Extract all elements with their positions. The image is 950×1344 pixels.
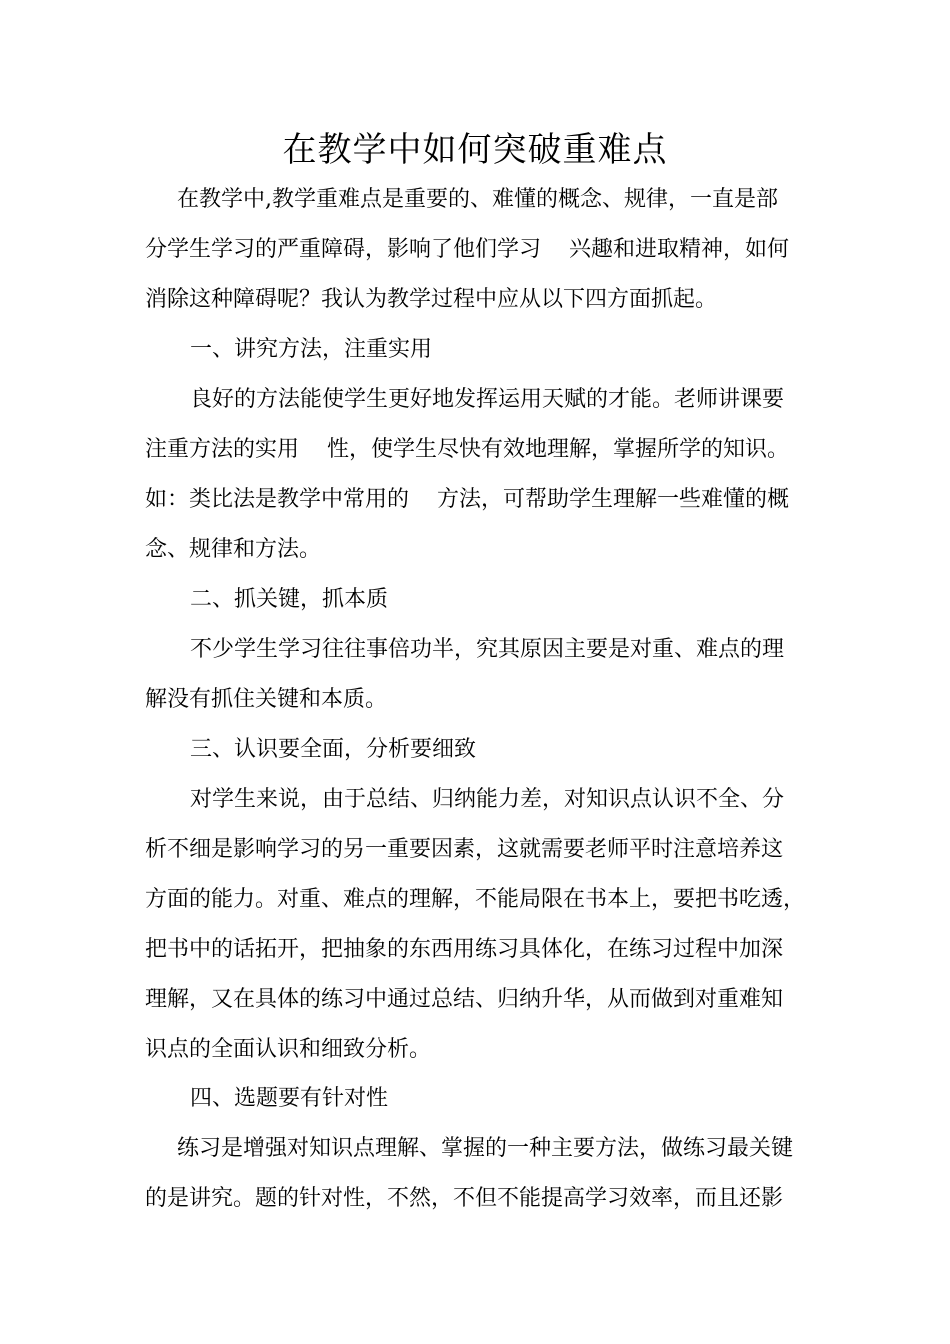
intro-line-2: 分学生学习的严重障碍，影响了他们学习 兴趣和进取精神，如何 <box>145 237 789 262</box>
section-2-line-1: 不少学生学习往往事倍功半，究其原因主要是对重、难点的理 <box>190 637 785 662</box>
section-1-heading: 一、讲究方法，注重实用 <box>190 337 433 362</box>
section-4-heading: 四、选题要有针对性 <box>190 1086 389 1111</box>
section-2-line-2: 解没有抓住关键和本质。 <box>145 687 388 712</box>
section-3-line-6: 识点的全面认识和细致分析。 <box>145 1037 432 1062</box>
section-2-heading: 二、抓关键，抓本质 <box>190 587 389 612</box>
section-3-line-5: 理解，又在具体的练习中通过总结、归纳升华，从而做到对重难知 <box>145 987 784 1012</box>
intro-line-3: 消除这种障碍呢？我认为教学过程中应从以下四方面抓起。 <box>145 287 718 312</box>
section-4-line-1: 练习是增强对知识点理解、掌握的一种主要方法，做练习最关键 <box>177 1136 794 1161</box>
section-1-line-3: 如：类比法是教学中常用的 方法，可帮助学生理解一些难懂的概 <box>145 487 789 512</box>
section-3-line-2: 析不细是影响学习的另一重要因素，这就需要老师平时注意培养这 <box>145 837 784 862</box>
intro-line-1: 在教学中,教学重难点是重要的、难懂的概念、规律，一直是部 <box>177 187 778 212</box>
section-3-line-1: 对学生来说，由于总结、归纳能力差，对知识点认识不全、分 <box>190 787 785 812</box>
section-4-line-2: 的是讲究。题的针对性，不然，不但不能提高学习效率，而且还影 <box>145 1186 784 1211</box>
section-3-heading: 三、认识要全面，分析要细致 <box>190 737 477 762</box>
section-1-line-1: 良好的方法能使学生更好地发挥运用天赋的才能。老师讲课要 <box>190 387 785 412</box>
section-3-line-3: 方面的能力。对重、难点的理解，不能局限在书本上，要把书吃透， <box>145 887 806 912</box>
document-title: 在教学中如何突破重难点 <box>282 130 668 170</box>
section-1-line-4: 念、规律和方法。 <box>145 537 322 562</box>
section-1-line-2: 注重方法的实用 性，使学生尽快有效地理解，掌握所学的知识。 <box>145 437 789 462</box>
section-3-line-4: 把书中的话拓开，把抽象的东西用练习具体化，在练习过程中加深 <box>145 937 784 962</box>
